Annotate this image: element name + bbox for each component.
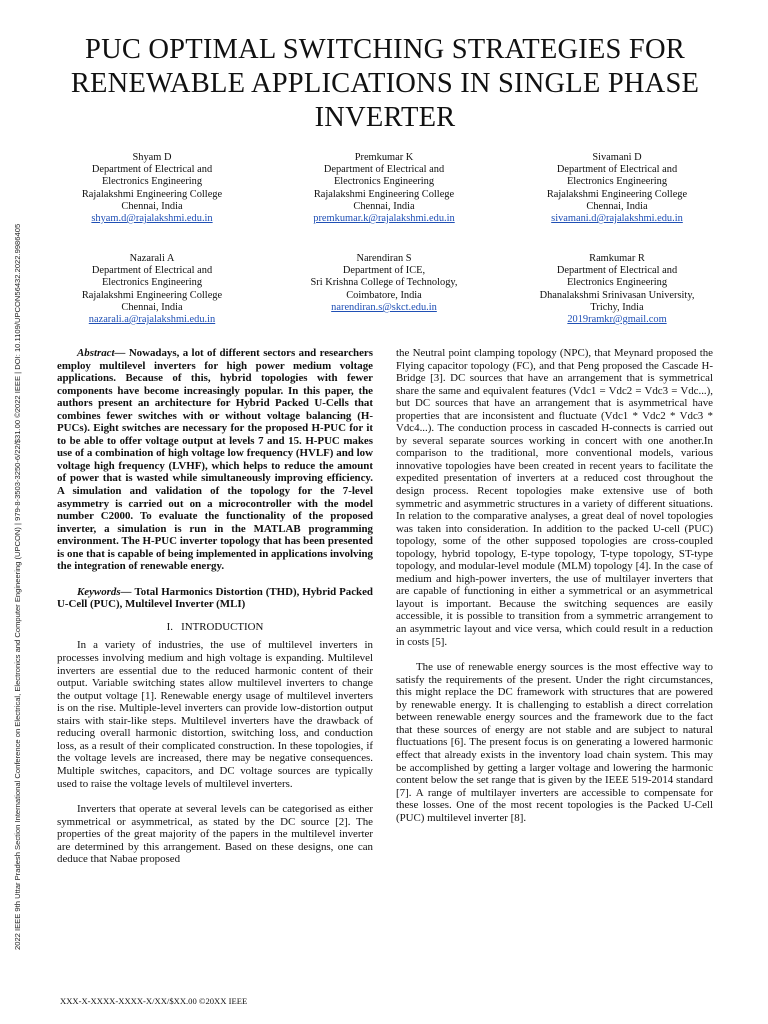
body-paragraph: the Neutral point clamping topology (NPC), that Meynard proposed the Flying capacitor topology (FC), and that Peng proposed the Cascade H-Bridge [3]. DC sources that have an arrangement that is symmetrical share the same and equivalent features (Vdc1 = Vdc2 = Vdc3 = Vdc...), but DC sources that have an arrangement that is asymmetrical have properties that are inconsistent and fluctuate (Vdc1 * Vdc2 * Vdc3 * Vdc4...). The conduction process in cascaded H-connects is carried out by several separate sources working in concert with one another.In comparison to the traditional, more conventional models, various innovative topologies have been created in recent years to facilitate the expedited presentation of inverters at a reduced cost throughout the design process. Recent topologies make extensive use of both symmetric and asymmetric structures in a variety of different situations. In relation to the comparative analyses, a great deal of novel topologies was taken into consideration. In addition to the packed U-cell (PUC) topology, some of the other supposed topologies are cross-coupled topology, hybrid topology, E-type topology, T-type topology, ST-type topology, and modular-level module (MLM) topology [4]. In the case of medium and high-power inverters, the use of multilayer inverters that are capable of functioning in either a symmetrical or an asymmetrical layout is important. Because the switching sequences are easily accessible, it is possible to transition from a symmetric arrangement to an asymmetric layout and vice versa, which could result in a reduction in costs [5]. [396, 347, 713, 648]
doi-stamp-text: 2022 IEEE 9th Uttar Pradesh Section International Conference on Electrical, Electronics and Computer Engineering (UPCON) | 979-8-3503-3250-6/22/$31.00 ©2022 IEEE | DOI: 10.1109/UPCON56432.2022.9986405 [13, 223, 22, 950]
author-dept: Department of Electrical and [323, 164, 445, 176]
body-paragraph: In a variety of industries, the use of multilevel inverters in processes involving medium and high voltage is expanding. Multilevel inverters are essential due to the reduced harmonic content of their output. Variable switching states allow multilevel inverters to change the output voltage [1]. Renewable energy usage of multilevel inverters is on the rise. Multiple-level inverters can provide low-distortion output stairs with stair-like steps. Multilevel inverters have the drawback of reducing overall harmonic distortion, switching loss, and conduction loss, as a result of their complicated construction. In these topologies, if the voltage levels are increased, there may be negative consequences. Multiple switches, capacitors, and DC voltage sources are typically used to raise the voltage levels of multilevel inverters. [57, 639, 373, 790]
author-institution: Rajalakshmi Engineering College [546, 188, 688, 200]
author-dept: Electronics Engineering [101, 277, 203, 289]
paper-title: PUC OPTIMAL SWITCHING STRATEGIES FOR RENEWABLE APPLICATIONS IN SINGLE PHASE INVERTER [70, 34, 700, 133]
author-location: Chennai, India [121, 301, 183, 313]
author-institution: Rajalakshmi Engineering College [81, 289, 223, 301]
abstract-dash: — [114, 347, 129, 359]
body-paragraph: Inverters that operate at several levels can be categorised as either symmetrical or asymmetrical, as stated by the DC source [2]. The properties of the great majority of the papers in the multilevel inverter are determined by this arrangement. Based on these designs, one can deduce that Nabae proposed [57, 803, 373, 866]
abstract [57, 347, 373, 573]
keywords-dash: — [120, 585, 135, 598]
author-dept: Electronics Engineering [333, 176, 435, 188]
left-column [57, 347, 373, 866]
author-block [32, 152, 272, 225]
author-dept: Department of Electrical and [91, 164, 213, 176]
abstract-label: Abstract [77, 347, 115, 359]
author-location: Chennai, India [121, 200, 183, 212]
keywords-label: Keywords [77, 585, 121, 598]
author-block [32, 253, 272, 326]
author-dept: Department of Electrical and [91, 265, 213, 277]
author-block [497, 253, 737, 326]
author-block [497, 152, 737, 225]
body-paragraph: The use of renewable energy sources is the most effective way to satisfy the requirements of the present. Under the right circumstances, this might replace the DC framework with structures that are powered by renewable energy. It is challenging to establish a direct correlation between renewable energy sources and the framework due to the fact that these sources of energy are not stable and are subject to natural fluctuations [6]. The present focus is on generating a lowered harmonic effect that already exists in the inventory load chain system. This may be accomplished by getting a larger voltage and lowering the harmonic content below the set range that is given by the IEEE 519-2014 standard [7]. A range of multilayer inverters are accessible to compensate for these losses. One of the most recent topologies is the Packed U-Cell (PUC) multilevel inverter [8]. [396, 661, 713, 824]
author-location: Chennai, India [586, 200, 648, 212]
copyright-footer: XXX-X-XXXX-XXXX-X/XX/$XX.00 ©20XX IEEE [60, 996, 248, 1006]
author-email-link[interactable]: nazarali.a@rajalakshmi.edu.in [88, 314, 216, 326]
author-name: Ramkumar R [589, 253, 645, 264]
author-email-link[interactable]: shyam.d@rajalakshmi.edu.in [91, 213, 213, 225]
author-block [264, 152, 504, 225]
author-email-link[interactable]: narendiran.s@skct.edu.in [331, 301, 437, 313]
right-column [396, 347, 713, 824]
author-dept: Electronics Engineering [566, 176, 668, 188]
author-location: Trichy, India [590, 301, 644, 313]
author-block [264, 253, 504, 314]
author-email-link[interactable]: sivamani.d@rajalakshmi.edu.in [551, 213, 683, 225]
author-dept: Sri Krishna College of Technology, [310, 277, 458, 289]
author-location: Chennai, India [353, 200, 415, 212]
keywords [57, 586, 373, 611]
author-email-link[interactable]: premkumar.k@rajalakshmi.edu.in [313, 213, 455, 225]
keywords-text: Total Harmonics Distortion (THD), Hybrid Packed U-Cell (PUC), Multilevel Inverter (MLI) [57, 585, 373, 611]
author-name: Narendiran S [356, 253, 412, 264]
author-institution: Coimbatore, India [346, 289, 422, 301]
author-name: Premkumar K [354, 152, 414, 163]
author-name: Sivamani D [592, 152, 642, 163]
author-dept: Department of Electrical and [556, 265, 678, 277]
author-name: Shyam D [132, 152, 172, 163]
author-institution: Rajalakshmi Engineering College [313, 188, 455, 200]
author-dept: Electronics Engineering [566, 277, 668, 289]
section-heading: I. INTRODUCTION [166, 620, 264, 633]
author-dept: Electronics Engineering [101, 176, 203, 188]
author-institution: Rajalakshmi Engineering College [81, 188, 223, 200]
author-institution: Dhanalakshmi Srinivasan University, [539, 289, 695, 301]
author-dept: Department of ICE, [342, 265, 426, 277]
abstract-text: Nowadays, a lot of different sectors and researchers employ multilevel inverters for high power medium voltage applications. Because of this, hybrid topologies with fewer components have become increasingly popular. In this paper, the authors present an architecture for Hybrid Packed U-Cells that combines fewer switches with or without voltage balancing (H-PUCs). Eight switches are necessary for the proposed H-PUC for it to be able to offer voltage output at levels 7 and 15. H-PUC makes use of a combination of high voltage low frequency (HVLF) and low voltage high frequency (LVHF), which helps to reduce the amount of power that is wasted while simultaneously improving efficiency. A simulation and validation of the topology for the 7-level asymmetry is carried out on a microcontroller with the model number C2000. To evaluate the functionality of the proposed inverter, a simulation is run in the MATLAB programming environment. The H-PUC inverter topology that has been presented is one that is capable of being implemented in applications involving the integration of renewable energy. [57, 347, 373, 573]
author-name: Nazarali A [129, 253, 175, 264]
author-dept: Department of Electrical and [556, 164, 678, 176]
author-email-link[interactable]: 2019ramkr@gmail.com [567, 314, 667, 326]
doi-side-stamp [6, 110, 20, 950]
